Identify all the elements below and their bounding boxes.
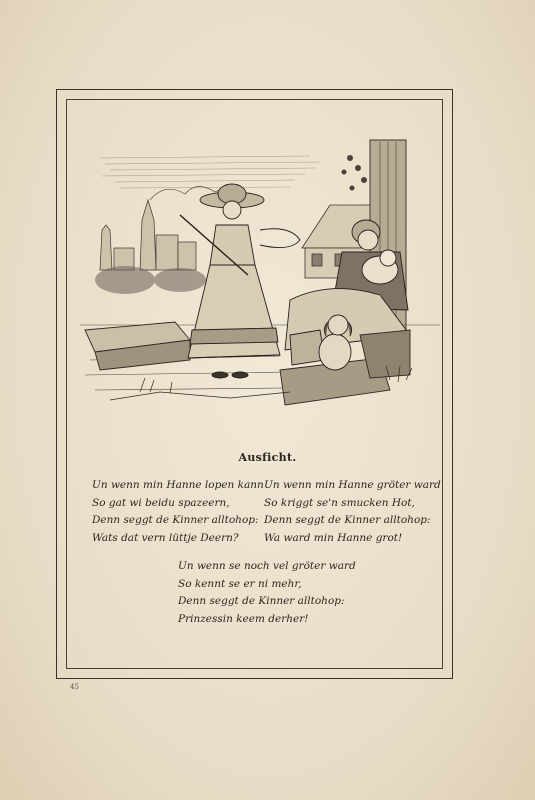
stanza-center [178, 558, 356, 628]
verse-line: So kriggt se'n smucken Hot, [264, 496, 415, 509]
verse-line: Denn seggt de Kinner alltohop: [178, 595, 345, 608]
stanza-left [92, 477, 264, 547]
verse-line: Denn seggt de Kinner alltohop: [92, 514, 259, 527]
verse-line: Un wenn se noch vel gröter ward [178, 560, 356, 572]
engraving-illustration [80, 130, 440, 435]
verse-line: Wa ward min Hanne grot! [264, 531, 403, 544]
verse-line: Un wenn min Hanne gröter ward [264, 479, 441, 491]
verse-line: Wats dat vern lüttje Deern? [92, 531, 239, 544]
verse-line: Un wenn min Hanne lopen kann [92, 479, 264, 491]
stanza-right [264, 477, 441, 547]
verse-line: Denn seggt de Kinner alltohop: [264, 514, 431, 527]
poem-title: Ausficht. [238, 451, 297, 464]
verse-line: So gat wi beidu spazeern, [92, 496, 230, 509]
page-number: 45 [70, 683, 79, 691]
verse-line: So kennt se er ni mehr, [178, 577, 302, 590]
verse-line: Prinzessin keem derher! [178, 612, 309, 625]
